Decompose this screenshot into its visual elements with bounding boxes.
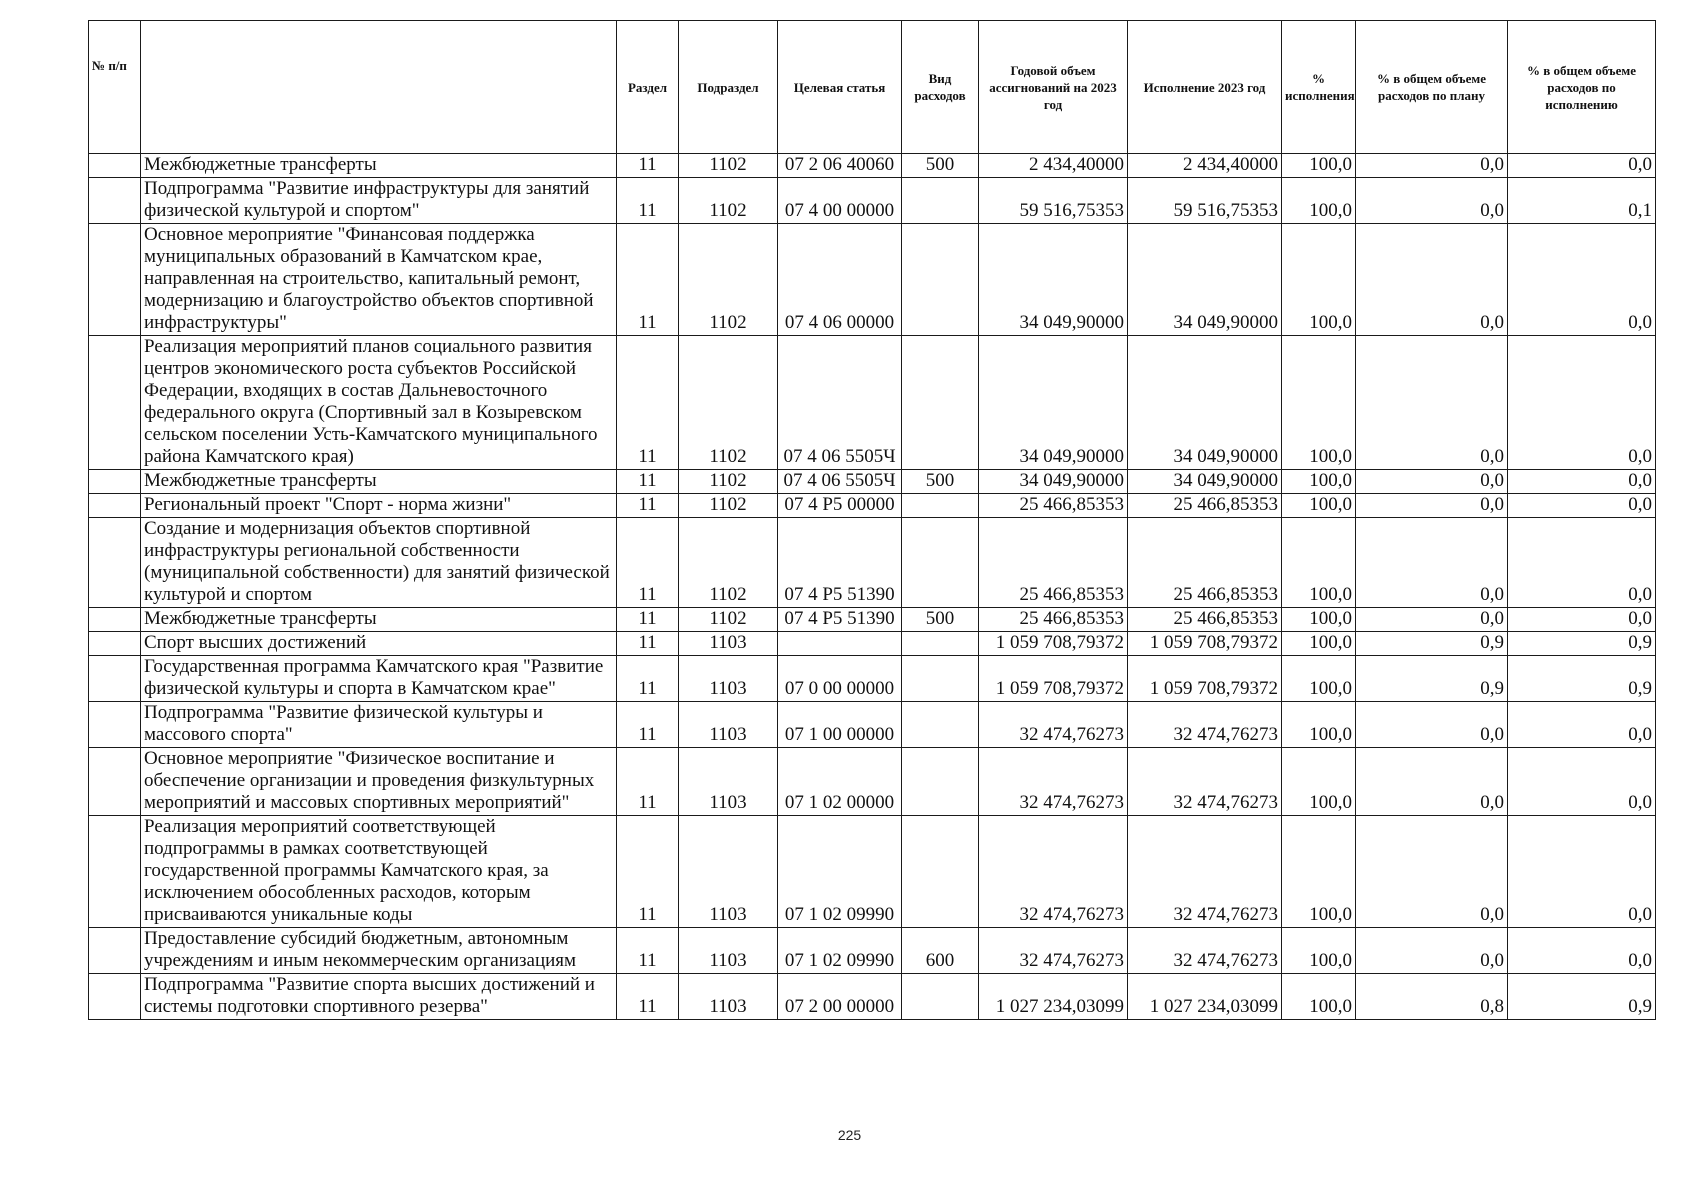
row-podrazdel: 1102 bbox=[679, 336, 778, 470]
row-target: 07 4 06 5505Ч bbox=[778, 336, 902, 470]
header-name bbox=[141, 21, 617, 154]
row-podrazdel: 1102 bbox=[679, 154, 778, 178]
row-razdel: 11 bbox=[617, 336, 679, 470]
row-fact: 32 474,76273 bbox=[1128, 748, 1282, 816]
row-razdel: 11 bbox=[617, 632, 679, 656]
row-num bbox=[89, 470, 141, 494]
table-row bbox=[89, 608, 1656, 632]
row-target: 07 2 06 40060 bbox=[778, 154, 902, 178]
row-share-plan: 0,0 bbox=[1356, 816, 1508, 928]
table-row bbox=[89, 702, 1656, 748]
table-row bbox=[89, 632, 1656, 656]
budget-document bbox=[88, 20, 1655, 1020]
row-podrazdel: 1103 bbox=[679, 702, 778, 748]
row-pct: 100,0 bbox=[1282, 656, 1356, 702]
row-pct: 100,0 bbox=[1282, 494, 1356, 518]
row-plan: 2 434,40000 bbox=[979, 154, 1128, 178]
row-share-plan: 0,0 bbox=[1356, 608, 1508, 632]
row-fact: 59 516,75353 bbox=[1128, 178, 1282, 224]
row-name: Подпрограмма "Развитие спорта высших достижений и системы подготовки спортивного резерва" bbox=[141, 974, 617, 1020]
row-podrazdel: 1103 bbox=[679, 974, 778, 1020]
row-plan: 34 049,90000 bbox=[979, 470, 1128, 494]
row-fact: 25 466,85353 bbox=[1128, 518, 1282, 608]
row-vid: 500 bbox=[902, 154, 979, 178]
row-num bbox=[89, 518, 141, 608]
row-name: Межбюджетные трансферты bbox=[141, 470, 617, 494]
row-num bbox=[89, 178, 141, 224]
table-row bbox=[89, 178, 1656, 224]
header-razdel: Раздел bbox=[617, 21, 679, 154]
row-razdel: 11 bbox=[617, 178, 679, 224]
row-fact: 25 466,85353 bbox=[1128, 608, 1282, 632]
row-num bbox=[89, 224, 141, 336]
row-share-plan: 0,0 bbox=[1356, 336, 1508, 470]
row-fact: 32 474,76273 bbox=[1128, 928, 1282, 974]
row-num bbox=[89, 702, 141, 748]
row-num bbox=[89, 608, 141, 632]
row-plan: 32 474,76273 bbox=[979, 928, 1128, 974]
row-vid bbox=[902, 518, 979, 608]
row-pct: 100,0 bbox=[1282, 748, 1356, 816]
row-vid: 500 bbox=[902, 608, 979, 632]
row-vid bbox=[902, 632, 979, 656]
row-share-plan: 0,9 bbox=[1356, 632, 1508, 656]
table-row bbox=[89, 224, 1656, 336]
row-razdel: 11 bbox=[617, 154, 679, 178]
table-row bbox=[89, 154, 1656, 178]
table-row bbox=[89, 928, 1656, 974]
row-fact: 25 466,85353 bbox=[1128, 494, 1282, 518]
row-razdel: 11 bbox=[617, 608, 679, 632]
row-share-fact: 0,0 bbox=[1508, 154, 1656, 178]
header-num: № п/п bbox=[89, 21, 141, 154]
row-plan: 25 466,85353 bbox=[979, 608, 1128, 632]
table-header-row bbox=[89, 21, 1656, 154]
row-target: 07 1 00 00000 bbox=[778, 702, 902, 748]
table-row bbox=[89, 518, 1656, 608]
row-target: 07 4 06 00000 bbox=[778, 224, 902, 336]
row-name: Межбюджетные трансферты bbox=[141, 154, 617, 178]
row-podrazdel: 1103 bbox=[679, 816, 778, 928]
row-share-fact: 0,1 bbox=[1508, 178, 1656, 224]
row-name: Предоставление субсидий бюджетным, автономным учреждениям и иным некоммерческим организациям bbox=[141, 928, 617, 974]
row-name: Спорт высших достижений bbox=[141, 632, 617, 656]
row-podrazdel: 1102 bbox=[679, 608, 778, 632]
row-fact: 34 049,90000 bbox=[1128, 224, 1282, 336]
row-pct: 100,0 bbox=[1282, 336, 1356, 470]
row-share-plan: 0,0 bbox=[1356, 178, 1508, 224]
row-share-plan: 0,0 bbox=[1356, 154, 1508, 178]
header-share-fact: % в общем объеме расходов по исполнению bbox=[1508, 21, 1656, 154]
row-razdel: 11 bbox=[617, 928, 679, 974]
row-target: 07 4 P5 51390 bbox=[778, 518, 902, 608]
row-plan: 32 474,76273 bbox=[979, 816, 1128, 928]
row-target: 07 4 06 5505Ч bbox=[778, 470, 902, 494]
row-vid bbox=[902, 336, 979, 470]
row-share-fact: 0,0 bbox=[1508, 702, 1656, 748]
row-plan: 1 059 708,79372 bbox=[979, 656, 1128, 702]
row-num bbox=[89, 748, 141, 816]
row-target: 07 1 02 09990 bbox=[778, 928, 902, 974]
row-num bbox=[89, 816, 141, 928]
row-share-fact: 0,9 bbox=[1508, 632, 1656, 656]
table-row bbox=[89, 748, 1656, 816]
row-share-fact: 0,0 bbox=[1508, 518, 1656, 608]
row-pct: 100,0 bbox=[1282, 154, 1356, 178]
row-vid bbox=[902, 224, 979, 336]
row-pct: 100,0 bbox=[1282, 608, 1356, 632]
row-share-fact: 0,0 bbox=[1508, 494, 1656, 518]
row-vid bbox=[902, 816, 979, 928]
row-podrazdel: 1103 bbox=[679, 928, 778, 974]
row-share-fact: 0,0 bbox=[1508, 224, 1656, 336]
row-podrazdel: 1102 bbox=[679, 518, 778, 608]
table-row bbox=[89, 656, 1656, 702]
row-vid: 500 bbox=[902, 470, 979, 494]
row-share-plan: 0,0 bbox=[1356, 748, 1508, 816]
row-share-fact: 0,0 bbox=[1508, 748, 1656, 816]
row-share-plan: 0,0 bbox=[1356, 518, 1508, 608]
row-podrazdel: 1102 bbox=[679, 470, 778, 494]
row-share-plan: 0,8 bbox=[1356, 974, 1508, 1020]
table-row bbox=[89, 470, 1656, 494]
row-plan: 34 049,90000 bbox=[979, 224, 1128, 336]
row-pct: 100,0 bbox=[1282, 928, 1356, 974]
row-share-fact: 0,0 bbox=[1508, 608, 1656, 632]
table-row bbox=[89, 974, 1656, 1020]
table-row bbox=[89, 494, 1656, 518]
header-pct: % исполнения bbox=[1282, 21, 1356, 154]
row-fact: 1 059 708,79372 bbox=[1128, 656, 1282, 702]
row-plan: 1 027 234,03099 bbox=[979, 974, 1128, 1020]
row-vid bbox=[902, 656, 979, 702]
row-name: Подпрограмма "Развитие физической культуры и массового спорта" bbox=[141, 702, 617, 748]
row-share-fact: 0,9 bbox=[1508, 974, 1656, 1020]
row-plan: 59 516,75353 bbox=[979, 178, 1128, 224]
row-num bbox=[89, 974, 141, 1020]
row-share-fact: 0,0 bbox=[1508, 928, 1656, 974]
row-num bbox=[89, 928, 141, 974]
row-vid bbox=[902, 702, 979, 748]
row-pct: 100,0 bbox=[1282, 632, 1356, 656]
row-razdel: 11 bbox=[617, 494, 679, 518]
row-plan: 25 466,85353 bbox=[979, 518, 1128, 608]
row-podrazdel: 1102 bbox=[679, 178, 778, 224]
header-plan: Годовой объем ассигнований на 2023 год bbox=[979, 21, 1128, 154]
row-pct: 100,0 bbox=[1282, 518, 1356, 608]
row-name: Государственная программа Камчатского края "Развитие физической культуры и спорта в Камчатском крае" bbox=[141, 656, 617, 702]
header-target: Целевая статья bbox=[778, 21, 902, 154]
header-share-plan: % в общем объеме расходов по плану bbox=[1356, 21, 1508, 154]
row-fact: 32 474,76273 bbox=[1128, 816, 1282, 928]
row-razdel: 11 bbox=[617, 470, 679, 494]
row-name: Подпрограмма "Развитие инфраструктуры для занятий физической культурой и спортом" bbox=[141, 178, 617, 224]
row-target: 07 4 P5 51390 bbox=[778, 608, 902, 632]
row-pct: 100,0 bbox=[1282, 974, 1356, 1020]
row-pct: 100,0 bbox=[1282, 702, 1356, 748]
row-share-plan: 0,0 bbox=[1356, 928, 1508, 974]
row-share-plan: 0,0 bbox=[1356, 470, 1508, 494]
row-share-fact: 0,0 bbox=[1508, 470, 1656, 494]
row-share-fact: 0,0 bbox=[1508, 336, 1656, 470]
row-share-plan: 0,0 bbox=[1356, 494, 1508, 518]
row-razdel: 11 bbox=[617, 974, 679, 1020]
row-share-plan: 0,0 bbox=[1356, 702, 1508, 748]
row-share-plan: 0,0 bbox=[1356, 224, 1508, 336]
row-pct: 100,0 bbox=[1282, 224, 1356, 336]
row-fact: 2 434,40000 bbox=[1128, 154, 1282, 178]
row-plan: 1 059 708,79372 bbox=[979, 632, 1128, 656]
row-target: 07 4 00 00000 bbox=[778, 178, 902, 224]
row-vid bbox=[902, 748, 979, 816]
row-plan: 32 474,76273 bbox=[979, 748, 1128, 816]
header-podrazdel: Подраздел bbox=[679, 21, 778, 154]
row-share-plan: 0,9 bbox=[1356, 656, 1508, 702]
row-podrazdel: 1103 bbox=[679, 748, 778, 816]
row-razdel: 11 bbox=[617, 748, 679, 816]
row-target: 07 0 00 00000 bbox=[778, 656, 902, 702]
row-fact: 34 049,90000 bbox=[1128, 336, 1282, 470]
row-fact: 34 049,90000 bbox=[1128, 470, 1282, 494]
row-target: 07 4 P5 00000 bbox=[778, 494, 902, 518]
row-razdel: 11 bbox=[617, 224, 679, 336]
row-target: 07 1 02 00000 bbox=[778, 748, 902, 816]
row-pct: 100,0 bbox=[1282, 178, 1356, 224]
row-podrazdel: 1102 bbox=[679, 224, 778, 336]
row-num bbox=[89, 336, 141, 470]
row-target: 07 2 00 00000 bbox=[778, 974, 902, 1020]
row-name: Региональный проект "Спорт - норма жизни" bbox=[141, 494, 617, 518]
row-podrazdel: 1102 bbox=[679, 494, 778, 518]
budget-table bbox=[88, 20, 1656, 1020]
row-podrazdel: 1103 bbox=[679, 656, 778, 702]
table-row bbox=[89, 336, 1656, 470]
row-vid bbox=[902, 178, 979, 224]
row-name: Межбюджетные трансферты bbox=[141, 608, 617, 632]
row-num bbox=[89, 154, 141, 178]
row-fact: 1 027 234,03099 bbox=[1128, 974, 1282, 1020]
row-num bbox=[89, 656, 141, 702]
row-plan: 34 049,90000 bbox=[979, 336, 1128, 470]
row-num bbox=[89, 632, 141, 656]
row-pct: 100,0 bbox=[1282, 816, 1356, 928]
row-razdel: 11 bbox=[617, 816, 679, 928]
row-num bbox=[89, 494, 141, 518]
row-podrazdel: 1103 bbox=[679, 632, 778, 656]
row-plan: 32 474,76273 bbox=[979, 702, 1128, 748]
row-name: Основное мероприятие "Физическое воспитание и обеспечение организации и проведения физкультурных мероприятий и массовых спортивных мероприятий" bbox=[141, 748, 617, 816]
row-vid bbox=[902, 494, 979, 518]
table-row bbox=[89, 816, 1656, 928]
row-vid bbox=[902, 974, 979, 1020]
row-fact: 32 474,76273 bbox=[1128, 702, 1282, 748]
table-body bbox=[89, 154, 1656, 1020]
header-vid: Вид расходов bbox=[902, 21, 979, 154]
row-share-fact: 0,0 bbox=[1508, 816, 1656, 928]
header-fact: Исполнение 2023 год bbox=[1128, 21, 1282, 154]
row-fact: 1 059 708,79372 bbox=[1128, 632, 1282, 656]
row-razdel: 11 bbox=[617, 702, 679, 748]
row-target: 07 1 02 09990 bbox=[778, 816, 902, 928]
row-vid: 600 bbox=[902, 928, 979, 974]
row-razdel: 11 bbox=[617, 518, 679, 608]
row-name: Основное мероприятие "Финансовая поддержка муниципальных образований в Камчатском крае, направленная на строительство, капитальный ремонт, модернизацию и благоустройство объектов спортивной инфраструктуры" bbox=[141, 224, 617, 336]
row-name: Реализация мероприятий планов социального развития центров экономического роста субъектов Российской Федерации, входящих в состав Дальневосточного федерального округа (Спортивный зал в Козыревском сельском поселении Усть-Камчатского муниципального района Камчатского края) bbox=[141, 336, 617, 470]
row-target bbox=[778, 632, 902, 656]
row-name: Создание и модернизация объектов спортивной инфраструктуры региональной собственности (муниципальной собственности) для занятий физической культурой и спортом bbox=[141, 518, 617, 608]
page-number: 225 bbox=[837, 1127, 862, 1143]
row-razdel: 11 bbox=[617, 656, 679, 702]
row-share-fact: 0,9 bbox=[1508, 656, 1656, 702]
row-name: Реализация мероприятий соответствующей подпрограммы в рамках соответствующей государственной программы Камчатского края, за исключением обособленных расходов, которым присваиваются уникальные коды bbox=[141, 816, 617, 928]
row-pct: 100,0 bbox=[1282, 470, 1356, 494]
row-plan: 25 466,85353 bbox=[979, 494, 1128, 518]
